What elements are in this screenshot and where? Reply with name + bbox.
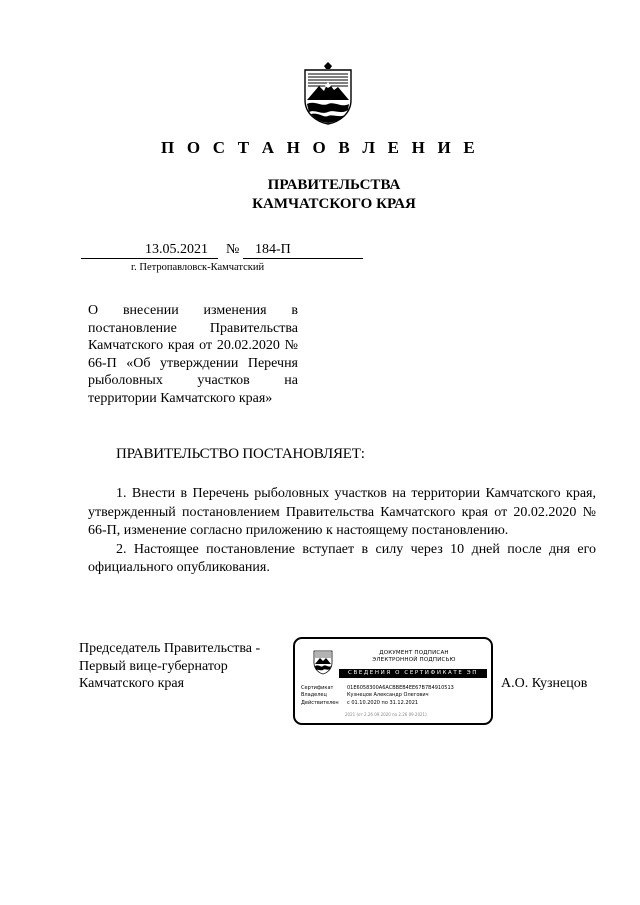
- stamp-row-value: 01E6058300A6ACBBEB4EE67B7B4910513: [347, 685, 454, 691]
- stamp-footnote: 2021 (от 2.26 09.2020 по 2.26 09.2021): [345, 712, 427, 717]
- stamp-row-validity: [301, 700, 454, 707]
- signer-line-1: Председатель Правительства -: [79, 641, 261, 656]
- signer-position: [79, 640, 279, 693]
- coat-of-arms-emblem: [301, 60, 355, 126]
- signer-line-3: Камчатского края: [79, 676, 185, 691]
- authority-line-2: КАМЧАТСКОГО КРАЯ: [252, 196, 416, 212]
- stamp-heading: [339, 650, 489, 664]
- authority-line-1: ПРАВИТЕЛЬСТВА: [267, 177, 401, 193]
- document-subject: О внесении изменения в постановление Правительства Камчатского края от 20.02.2020 № 66-П «Об утверждении Перечня рыболовных участков на территории Камчатского края»: [88, 303, 298, 406]
- issuing-authority: [0, 176, 640, 214]
- city-label: г. Петропавловск-Камчатский: [131, 262, 265, 273]
- document-body: [88, 485, 596, 578]
- stamp-emblem-icon: [312, 648, 334, 675]
- stamp-row-key: Сертификат: [301, 685, 334, 691]
- signer-line-2: Первый вице-губернатор: [79, 658, 228, 674]
- paragraph-1: 1. Внести в Перечень рыболовных участков на территории Камчатского края, утвержденный постановлением Правительства Камчатского края от 20.02.2020 № 66-П, изменение согласно приложению к настоящему постановлению.: [88, 486, 596, 539]
- stamp-row-certificate: [301, 685, 454, 692]
- stamp-row-owner: [301, 692, 454, 699]
- stamp-row-value: с 01.10.2020 по 31.12.2021: [347, 699, 419, 706]
- document-title: П О С Т А Н О В Л Е Н И Е: [161, 138, 479, 157]
- number-sign: №: [226, 242, 240, 257]
- document-date: 13.05.2021: [81, 241, 218, 259]
- stamp-heading-line-1: ДОКУМЕНТ ПОДПИСАН: [379, 650, 449, 656]
- stamp-heading-line-2: ЭЛЕКТРОННОЙ ПОДПИСЬЮ: [372, 657, 456, 663]
- signer-name: А.О. Кузнецов: [501, 676, 588, 691]
- stamp-certificate-banner: СВЕДЕНИЯ О СЕРТИФИКАТЕ ЭП: [339, 669, 487, 678]
- stamp-row-key: Владелец: [301, 692, 327, 699]
- paragraph-2: 2. Настоящее постановление вступает в силу через 10 дней после дня его официального опубликования.: [88, 541, 596, 576]
- stamp-row-value: Кузнецов Александр Олегович: [347, 692, 429, 699]
- stamp-certificate-info: [301, 685, 454, 707]
- stamp-row-key: Действителен: [301, 699, 339, 706]
- document-number: 184-П: [243, 241, 363, 259]
- decree-heading: ПРАВИТЕЛЬСТВО ПОСТАНОВЛЯЕТ:: [116, 446, 365, 462]
- electronic-signature-stamp: [293, 637, 493, 725]
